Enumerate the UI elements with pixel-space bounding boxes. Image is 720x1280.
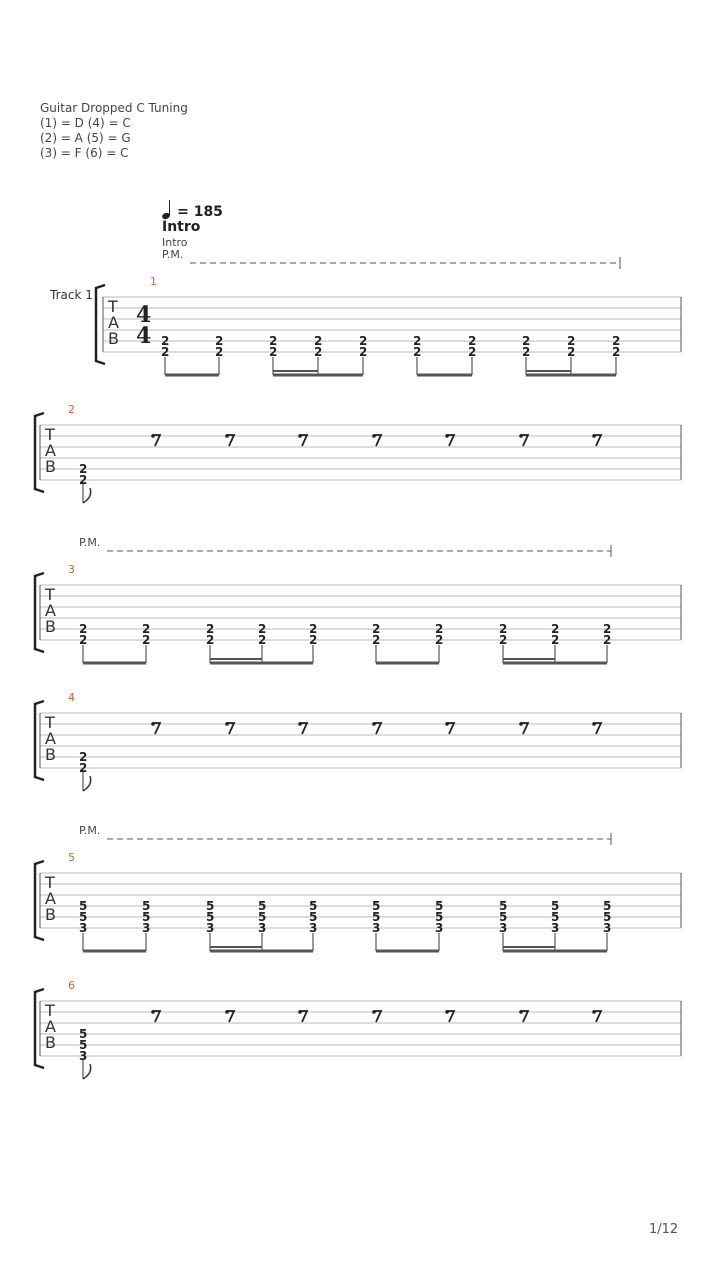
- fret-number: 5: [551, 899, 560, 913]
- fret-number: 5: [79, 1038, 88, 1052]
- palm-mute-label: P.M.: [79, 824, 101, 837]
- time-signature-numerator: 4: [136, 302, 152, 328]
- note-flag: [83, 488, 91, 503]
- fret-number: 5: [79, 899, 88, 913]
- eighth-rest-dot: [372, 1010, 376, 1014]
- fret-number: 2: [522, 334, 531, 348]
- tab-clef-letter: A: [45, 441, 56, 460]
- eighth-rest-dot: [519, 434, 523, 438]
- tab-clef-letter: T: [45, 425, 55, 444]
- eighth-rest-dot: [592, 722, 596, 726]
- eighth-rest-dot: [372, 722, 376, 726]
- page-number: 1/12: [649, 1222, 679, 1237]
- fret-number: 2: [551, 633, 560, 647]
- fret-number: 5: [499, 910, 508, 924]
- fret-number: 2: [359, 345, 368, 359]
- fret-number: 2: [142, 622, 151, 636]
- fret-number: 2: [499, 622, 508, 636]
- fret-number: 5: [142, 899, 151, 913]
- tuning-line: (3) = F (6) = C: [40, 146, 129, 160]
- fret-number: 2: [79, 633, 88, 647]
- eighth-rest-dot: [592, 434, 596, 438]
- eighth-rest-dot: [372, 434, 376, 438]
- fret-number: 5: [309, 910, 318, 924]
- fret-number: 2: [142, 633, 151, 647]
- fret-number: 3: [206, 921, 215, 935]
- tuning-line: (1) = D (4) = C: [40, 116, 131, 130]
- fret-number: 2: [612, 345, 621, 359]
- fret-number: 2: [372, 622, 381, 636]
- fret-number: 2: [79, 750, 88, 764]
- measure-number: 5: [68, 851, 75, 864]
- fret-number: 2: [161, 334, 170, 348]
- measure-number: 1: [150, 275, 157, 288]
- fret-number: 3: [142, 921, 151, 935]
- eighth-rest-dot: [151, 434, 155, 438]
- fret-number: 2: [314, 334, 323, 348]
- fret-number: 5: [309, 899, 318, 913]
- section-title: Intro: [162, 219, 201, 235]
- fret-number: 3: [258, 921, 267, 935]
- fret-number: 2: [567, 334, 576, 348]
- eighth-rest-dot: [445, 722, 449, 726]
- fret-number: 3: [372, 921, 381, 935]
- tab-clef-letter: T: [45, 585, 55, 604]
- fret-number: 2: [309, 622, 318, 636]
- measure-number: 3: [68, 563, 75, 576]
- measure-number: 6: [68, 979, 75, 992]
- fret-number: 3: [309, 921, 318, 935]
- fret-number: 2: [206, 633, 215, 647]
- fret-number: 2: [269, 334, 278, 348]
- fret-number: 2: [258, 622, 267, 636]
- fret-number: 5: [372, 899, 381, 913]
- eighth-rest-dot: [225, 434, 229, 438]
- eighth-rest-dot: [151, 722, 155, 726]
- fret-number: 5: [499, 899, 508, 913]
- tab-clef-letter: B: [45, 905, 56, 924]
- fret-number: 2: [309, 633, 318, 647]
- tab-clef-letter: B: [45, 617, 56, 636]
- fret-number: 5: [603, 899, 612, 913]
- eighth-rest-dot: [225, 1010, 229, 1014]
- tab-clef-letter: A: [45, 1017, 56, 1036]
- tab-clef-letter: B: [45, 1033, 56, 1052]
- eighth-rest-dot: [519, 722, 523, 726]
- fret-number: 2: [435, 633, 444, 647]
- fret-number: 3: [79, 1049, 88, 1063]
- fret-number: 5: [79, 1027, 88, 1041]
- fret-number: 2: [79, 473, 88, 487]
- tab-clef-letter: A: [108, 313, 119, 332]
- measure-number: 4: [68, 691, 75, 704]
- eighth-rest-dot: [298, 434, 302, 438]
- tab-clef-letter: T: [45, 713, 55, 732]
- tab-clef-letter: A: [45, 601, 56, 620]
- fret-number: 5: [372, 910, 381, 924]
- fret-number: 2: [215, 334, 224, 348]
- fret-number: 5: [258, 899, 267, 913]
- fret-number: 2: [413, 345, 422, 359]
- tuning-line: (2) = A (5) = G: [40, 131, 131, 145]
- fret-number: 2: [612, 334, 621, 348]
- eighth-rest-dot: [151, 1010, 155, 1014]
- fret-number: 2: [413, 334, 422, 348]
- fret-number: 2: [161, 345, 170, 359]
- fret-number: 5: [79, 910, 88, 924]
- note-flag: [83, 776, 91, 791]
- fret-number: 2: [522, 345, 531, 359]
- fret-number: 2: [79, 622, 88, 636]
- fret-number: 3: [499, 921, 508, 935]
- track-label: Track 1: [50, 288, 93, 302]
- fret-number: 2: [372, 633, 381, 647]
- eighth-rest-dot: [445, 1010, 449, 1014]
- fret-number: 2: [269, 345, 278, 359]
- fret-number: 2: [215, 345, 224, 359]
- fret-number: 2: [314, 345, 323, 359]
- fret-number: 5: [551, 910, 560, 924]
- measure-number: 2: [68, 403, 75, 416]
- section-marker: Intro: [162, 236, 188, 249]
- fret-number: 2: [468, 345, 477, 359]
- eighth-rest-dot: [445, 434, 449, 438]
- fret-number: 3: [603, 921, 612, 935]
- fret-number: 3: [551, 921, 560, 935]
- tab-clef-letter: T: [45, 873, 55, 892]
- fret-number: 2: [79, 761, 88, 775]
- time-signature-denominator: 4: [136, 323, 152, 349]
- tab-clef-letter: A: [45, 889, 56, 908]
- note-flag: [83, 1064, 91, 1079]
- fret-number: 5: [603, 910, 612, 924]
- fret-number: 2: [567, 345, 576, 359]
- fret-number: 2: [258, 633, 267, 647]
- palm-mute-label: P.M.: [162, 248, 184, 261]
- tempo-value: = 185: [177, 204, 223, 220]
- fret-number: 2: [359, 334, 368, 348]
- fret-number: 5: [142, 910, 151, 924]
- fret-number: 5: [206, 899, 215, 913]
- fret-number: 2: [79, 462, 88, 476]
- eighth-rest-dot: [298, 1010, 302, 1014]
- tab-clef-letter: B: [45, 457, 56, 476]
- eighth-rest-dot: [225, 722, 229, 726]
- tab-clef-letter: T: [45, 1001, 55, 1020]
- fret-number: 5: [258, 910, 267, 924]
- fret-number: 2: [551, 622, 560, 636]
- fret-number: 2: [603, 622, 612, 636]
- fret-number: 2: [499, 633, 508, 647]
- tab-clef-letter: B: [108, 329, 119, 348]
- eighth-rest-dot: [592, 1010, 596, 1014]
- palm-mute-label: P.M.: [79, 536, 101, 549]
- eighth-rest-dot: [298, 722, 302, 726]
- tab-clef-letter: B: [45, 745, 56, 764]
- fret-number: 2: [603, 633, 612, 647]
- tab-clef-letter: A: [45, 729, 56, 748]
- fret-number: 2: [206, 622, 215, 636]
- tuning-title: Guitar Dropped C Tuning: [40, 101, 188, 115]
- fret-number: 3: [79, 921, 88, 935]
- tab-clef-letter: T: [108, 297, 118, 316]
- fret-number: 2: [435, 622, 444, 636]
- fret-number: 3: [435, 921, 444, 935]
- fret-number: 5: [435, 910, 444, 924]
- fret-number: 5: [206, 910, 215, 924]
- fret-number: 5: [435, 899, 444, 913]
- fret-number: 2: [468, 334, 477, 348]
- eighth-rest-dot: [519, 1010, 523, 1014]
